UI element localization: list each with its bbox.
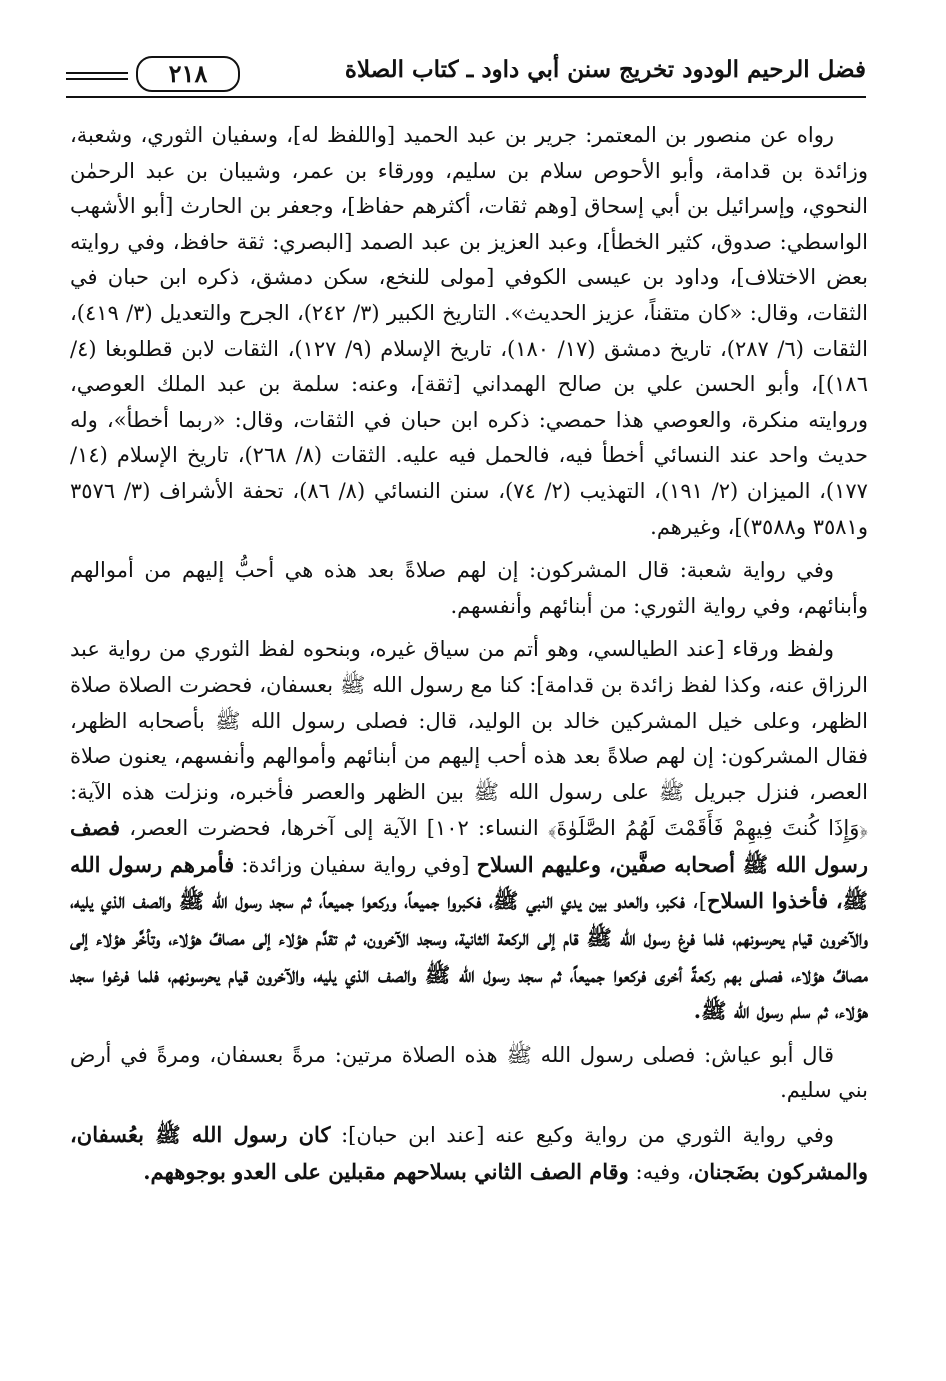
- text-segment: ولفظ ورقاء [عند الطيالسي، وهو أتم من سياق غيره، وبنحوه لفظ الثوري من رواية عبد الرزاق عنه، وكذا لفظ زائدة بن قدامة]: كنا مع رسول الله ﷺ بعسفان، فحضرت الصلاة صلاة الظهر، وعلى خيل المشركين خالد بن الوليد، قال: فصلى رسول الله ﷺ بأصحابه الظهر، فقال المشركون: إن لهم صلاةً بعد هذه أحب إليهم من أبنائهم وأموالهم وأنفسهم، يعنون صلاة العصر، فنزل جبريل ﷺ على رسول الله ﷺ بين الظهر والعصر فأخبره، ونزلت هذه الآية: ﴿وَإِذَا كُنتَ فِيهِمْ فَأَقَمْتَ لَهُمُ الصَّلَوٰةَ﴾ النساء: ١٠٢] الآية إلى آخرها، فحضرت العصر،: [70, 637, 868, 841]
- page-number: ٢١٨: [136, 56, 240, 92]
- ornament-line: [66, 78, 128, 80]
- bold-text-segment: فكبر، والعدو بين يدي النبي ﷺ، فكبروا جميعاً، وركعوا جميعاً، ثم سجد رسول الله ﷺ والصف الذي يليه، والآخرون قيام يحرسونهم، فلما فرغ رسول الله ﷺ قام إلى الركعة الثانية، وسجد الآخرون، ثم تقدَّم هؤلاء إلى مصافِّ هؤلاء، وتأخَّر هؤلاء إلى مصافِّ هؤلاء، فصلى بهم ركعةً أخرى فركعوا جميعاً، ثم سجد رسول الله ﷺ والصف الذي يليه، والآخرون قيام يحرسونهم، فلما فرغوا سجد هؤلاء، ثم سلم رسول الله ﷺ.: [70, 888, 868, 1024]
- running-title: فضل الرحيم الودود تخريج سنن أبي داود ـ كتاب الصلاة: [344, 56, 866, 83]
- page-body: [70, 118, 868, 1190]
- ornament-line: [66, 72, 128, 74]
- text-segment: [وفي رواية سفيان وزائدة:: [234, 852, 477, 877]
- text-segment: قال أبو عياش: فصلى رسول الله ﷺ هذه الصلاة مرتين: مرةً بعسفان، ومرةً في أرض بني سليم.: [70, 1042, 868, 1103]
- paragraph: [70, 118, 868, 545]
- paragraph: [70, 632, 868, 1030]
- text-segment: وفي رواية شعبة: قال المشركون: إن لهم صلاةً بعد هذه هي أحبُّ إليهم من أموالهم وأبنائهم، وفي رواية الثوري: من أبنائهم وأنفسهم.: [70, 558, 868, 618]
- bold-text-segment: كان رسول الله ﷺ بعُسفان، والمشركون بضَجنان: [70, 1122, 868, 1184]
- text-segment: ، وفيه:: [628, 1159, 694, 1184]
- paragraph: [70, 1038, 868, 1109]
- text-segment: ]،: [684, 889, 707, 914]
- text-segment: رواه عن منصور بن المعتمر: جرير بن عبد الحميد [واللفظ له]، وسفيان الثوري، وشعبة، وزائدة بن قدامة، وأبو الأحوص سلام بن سليم، وورقاء بن عمر، وشيبان بن عبد الرحمٰن النحوي، وإسرائيل بن أبي إسحاق [وهم ثقات، أكثرهم حفاظ]، وجعفر بن الحارث [أبو الأشهب الواسطي: صدوق، كثير الخطأ]، وعبد العزيز بن عبد الصمد [البصري: ثقة حافظ، وفي روايته بعض الاختلاف]، وداود بن عيسى الكوفي [مولى للنخع، سكن دمشق، ذكره ابن حبان في الثقات، وقال: «كان متقناً، عزيز الحديث». التاريخ الكبير (٣/ ٢٤٢)، الجرح والتعديل (٣/ ٤١٩)، الثقات (٦/ ٢٨٧)، تاريخ دمشق (١٧/ ١٨٠)، تاريخ الإسلام (٩/ ١٢٧)، الثقات لابن قطلوبغا (٤/ ١٨٦)]، وأبو الحسن علي بن صالح الهمداني [ثقة]، وعنه: سلمة بن عبد الملك العوصي، وروايته منكرة، والعوصي هذا حمصي: ذكره ابن حبان في الثقات، وقال: «ربما أخطأ»، وله حديث واحد عند النسائي أخطأ فيه، فالحمل فيه عليه. الثقات (٨/ ٢٦٨)، تاريخ الإسلام (١٤/ ١٧٧)، الميزان (٢/ ١٩١)، التهذيب (٢/ ٧٤)، سنن النسائي (٨/ ٨٦)، تحفة الأشراف (٣/ ٣٥٧٦ و٣٥٨١ و٣٥٨٨)]، وغيرهم.: [70, 123, 868, 539]
- paragraph: [70, 553, 868, 624]
- bold-text-segment: فأمرهم رسول الله ﷺ، فأخذوا السلاح: [70, 851, 868, 914]
- text-segment: وفي رواية الثوري من رواية وكيع عنه [عند ابن حبان]:: [330, 1123, 834, 1148]
- bold-text-segment: فصف رسول الله ﷺ أصحابه صفَّين، وعليهم السلاح: [70, 815, 868, 877]
- page-number-ornament: [66, 56, 256, 92]
- header-rule: [66, 96, 866, 98]
- page-header: [66, 52, 866, 102]
- paragraph: [70, 1117, 868, 1190]
- bold-text-segment: وقام الصف الثاني بسلاحهم مقبلين على العدو بوجوههم.: [143, 1158, 629, 1184]
